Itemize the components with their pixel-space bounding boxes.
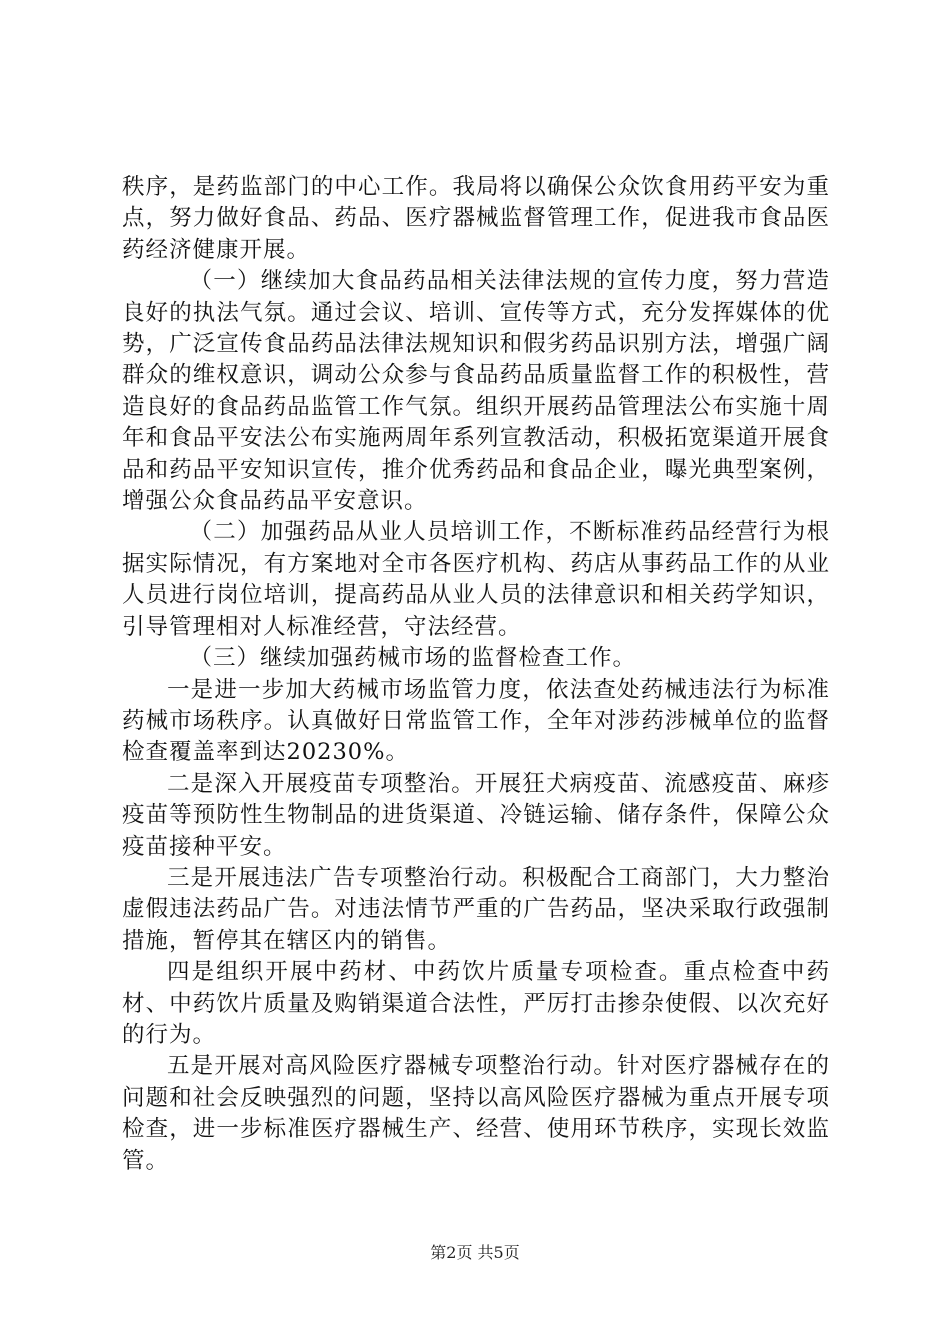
paragraph-section-2: （二）加强药品从业人员培训工作，不断标准药品经营行为根据实际情况，有方案地对全市各医疗机构、药店从事药品工作的从业人员进行岗位培训，提高药品从业人员的法律意识和相关药学知识，引导管理相对人标准经营，守法经营。 xyxy=(122,519,830,640)
document-body xyxy=(122,172,830,1177)
page-number-footer: 第2页 共5页 xyxy=(430,1243,520,1262)
paragraph-continuation: 秩序，是药监部门的中心工作。我局将以确保公众饮食用药平安为重点，努力做好食品、药品、医疗器械监督管理工作，促进我市食品医药经济健康开展。 xyxy=(122,174,830,263)
paragraph-section-3-heading: （三）继续加强药械市场的监督检查工作。 xyxy=(189,645,637,672)
paragraph-item-3: 三是开展违法广告专项整治行动。积极配合工商部门，大力整治虚假违法药品广告。对违法情节严重的广告药品，坚决采取行政强制措施，暂停其在辖区内的销售。 xyxy=(122,864,830,954)
paragraph-item-5: 五是开展对高风险医疗器械专项整治行动。针对医疗器械存在的问题和社会反映强烈的问题，坚持以高风险医疗器械为重点开展专项检查，进一步标准医疗器械生产、经营、使用环节秩序，实现长效监管。 xyxy=(122,1053,830,1174)
paragraph-section-1: （一）继续加大食品药品相关法律法规的宣传力度，努力营造良好的执法气氛。通过会议、培训、宣传等方式，充分发挥媒体的优势，广泛宣传食品药品法律法规知识和假劣药品识别方法，增强广阔群众的维权意识，调动公众参与食品药品质量监督工作的积极性，营造良好的食品药品监管工作气氛。组织开展药品管理法公布实施十周年和食品平安法公布实施两周年系列宣教活动，积极拓宽渠道开展食品和药品平安知识宣传，推介优秀药品和食品企业，曝光典型案例，增强公众食品药品平安意识。 xyxy=(122,268,830,515)
paragraph-item-1: 一是进一步加大药械市场监管力度，依法查处药械违法行为标准药械市场秩序。认真做好日常监管工作，全年对涉药涉械单位的监督检查覆盖率到达20230%。 xyxy=(122,676,830,766)
paragraph-item-4: 四是组织开展中药材、中药饮片质量专项检查。重点检查中药材、中药饮片质量及购销渠道合法性，严厉打击掺杂使假、以次充好的行为。 xyxy=(122,959,830,1048)
paragraph-item-2: 二是深入开展疫苗专项整治。开展狂犬病疫苗、流感疫苗、麻疹疫苗等预防性生物制品的进货渠道、冷链运输、储存条件，保障公众疫苗接种平安。 xyxy=(122,770,830,860)
